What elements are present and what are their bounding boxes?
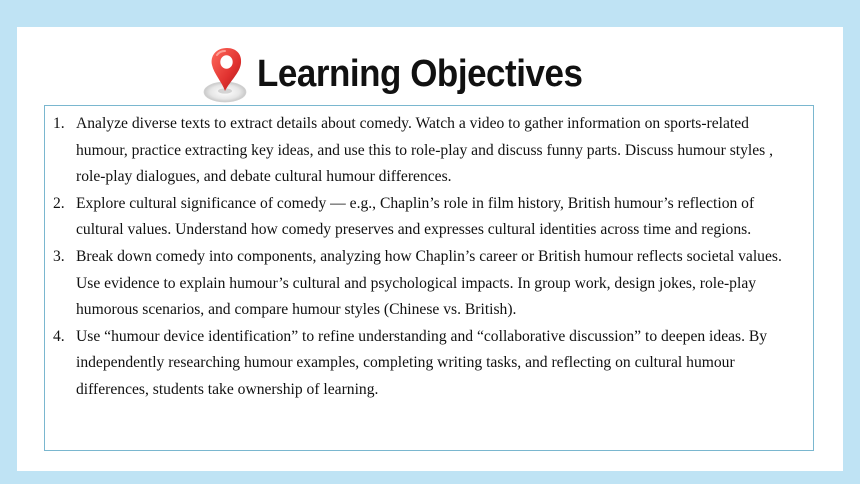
list-item-number: 3.	[53, 247, 65, 265]
objectives-box	[44, 105, 814, 451]
slide-header	[203, 42, 611, 106]
list-item	[45, 324, 803, 404]
list-item-text: Break down comedy into components, analyzing how Chaplin’s career or British humour reflects societal values. Use evidence to explain humour’s cultural and psychological impacts. In group work, design jokes, role-play humorous scenarios, and compare humour styles (Chinese vs. British).	[76, 247, 782, 319]
list-item-number: 1.	[53, 115, 65, 132]
list-item	[45, 111, 803, 191]
list-item-text: Analyze diverse texts to extract details about comedy. Watch a video to gather information on sports-related humour, practice extracting key ideas, and use this to role-play and discuss funny parts. Discuss humour styles , role-play dialogues, and debate cultural humour differences.	[76, 115, 774, 186]
slide	[17, 27, 843, 471]
list-item-number: 4.	[53, 327, 65, 345]
location-pin-icon	[203, 42, 253, 106]
objectives-list	[45, 106, 813, 404]
list-item	[45, 191, 803, 244]
list-item	[45, 244, 803, 324]
list-item-number: 2.	[53, 194, 65, 212]
page-title: Learning Objectives	[257, 52, 583, 95]
list-item-text: Explore cultural significance of comedy — e.g., Chaplin’s role in film history, British humour’s reflection of cultural values. Understand how comedy preserves and expresses cultural identities across time and regions.	[76, 194, 755, 239]
list-item-text: Use “humour device identification” to refine understanding and “collaborative discussion” to deepen ideas. By independently researching humour examples, completing writing tasks, and reflecting on cultural humour differences, students take ownership of learning.	[76, 327, 768, 398]
